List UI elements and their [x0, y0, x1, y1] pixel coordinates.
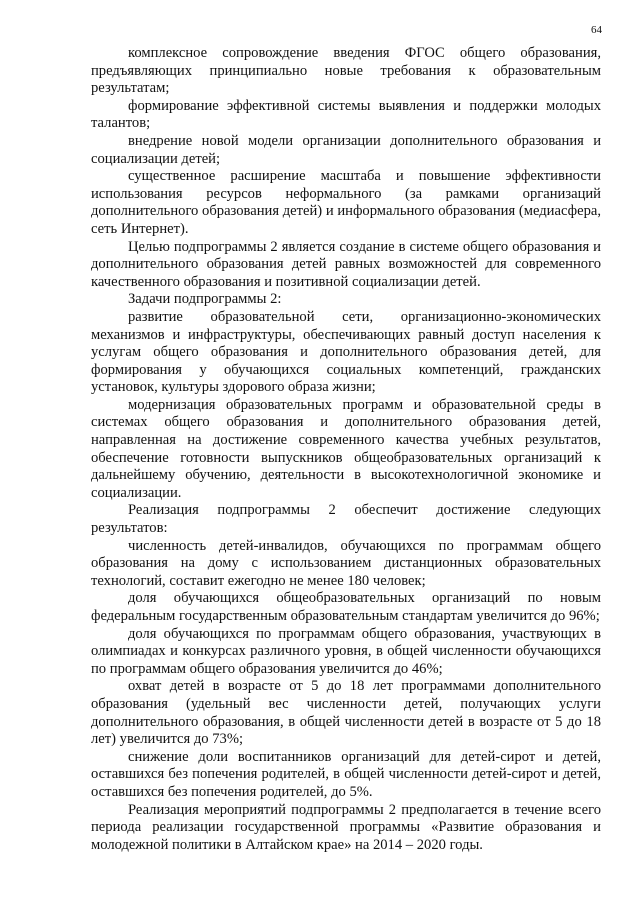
paragraph: Реализация подпрограммы 2 обеспечит достижение следующих результатов: [91, 502, 601, 537]
paragraph: Реализация мероприятий подпрограммы 2 предполагается в течение всего периода реализации государственной программы «Развитие образования и молодежной политики в Алтайском крае» на 2014 – 2020 годы. [91, 801, 601, 853]
paragraph: охват детей в возрасте от 5 до 18 лет программами дополнительного образования (удельный вес численности детей, получающих услуги дополнительного образования, в общей численности детей в возрасте от 5 до 18 лет) увеличится до 73%; [91, 678, 601, 748]
paragraph: Задачи подпрограммы 2: [128, 291, 282, 308]
paragraph: развитие образовательной сети, организационно-экономических механизмов и инфраструктуры, обеспечивающих равный доступ населения к услугам общего образования и дополнительного образования детей, для формирования у обучающихся социальных компетенций, гражданских установок, культуры здорового образа жизни; [91, 308, 601, 396]
document-body [91, 45, 601, 854]
paragraph: Целью подпрограммы 2 является создание в системе общего образования и дополнительного образования детей равных возможностей для современного качественного образования и позитивной социализации детей. [91, 238, 601, 290]
paragraph: доля обучающихся общеобразовательных организаций по новым федеральным государственным образовательным стандартам увеличится до 96%; [91, 590, 601, 624]
paragraph: внедрение новой модели организации дополнительного образования и социализации детей; [91, 132, 601, 167]
paragraph: доля обучающихся по программам общего образования, участвующих в олимпиадах и конкурсах различного уровня, в общей численности обучающихся по программам общего образования увеличится до 46%; [91, 625, 601, 677]
page-number: 64 [591, 24, 602, 36]
paragraph: модернизация образовательных программ и образовательной среды в системах общего образования и дополнительного образования детей, направленная на достижение современного качества учебных результатов, обеспечение готовности выпускников общеобразовательных организаций к дальнейшему обучению, деятельности в высокотехнологичной экономике и социализации. [91, 396, 601, 501]
paragraph: существенное расширение масштаба и повышение эффективности использования ресурсов неформального (за рамками организаций дополнительного образования детей) и информального образования (медиасфера, сеть Интернет). [91, 168, 601, 237]
paragraph: комплексное сопровождение введения ФГОС общего образования, предъявляющих принципиально новые требования к образовательным результатам; [91, 45, 601, 97]
paragraph: численность детей-инвалидов, обучающихся по программам общего образования на дому с использованием дистанционных образовательных технологий, составит ежегодно не менее 180 человек; [91, 537, 601, 589]
paragraph: снижение доли воспитанников организаций для детей-сирот и детей, оставшихся без попечения родителей, в общей численности детей-сирот и детей, оставшихся без попечения родителей, до 5%. [91, 748, 601, 800]
paragraph: формирование эффективной системы выявления и поддержки молодых талантов; [91, 97, 601, 132]
